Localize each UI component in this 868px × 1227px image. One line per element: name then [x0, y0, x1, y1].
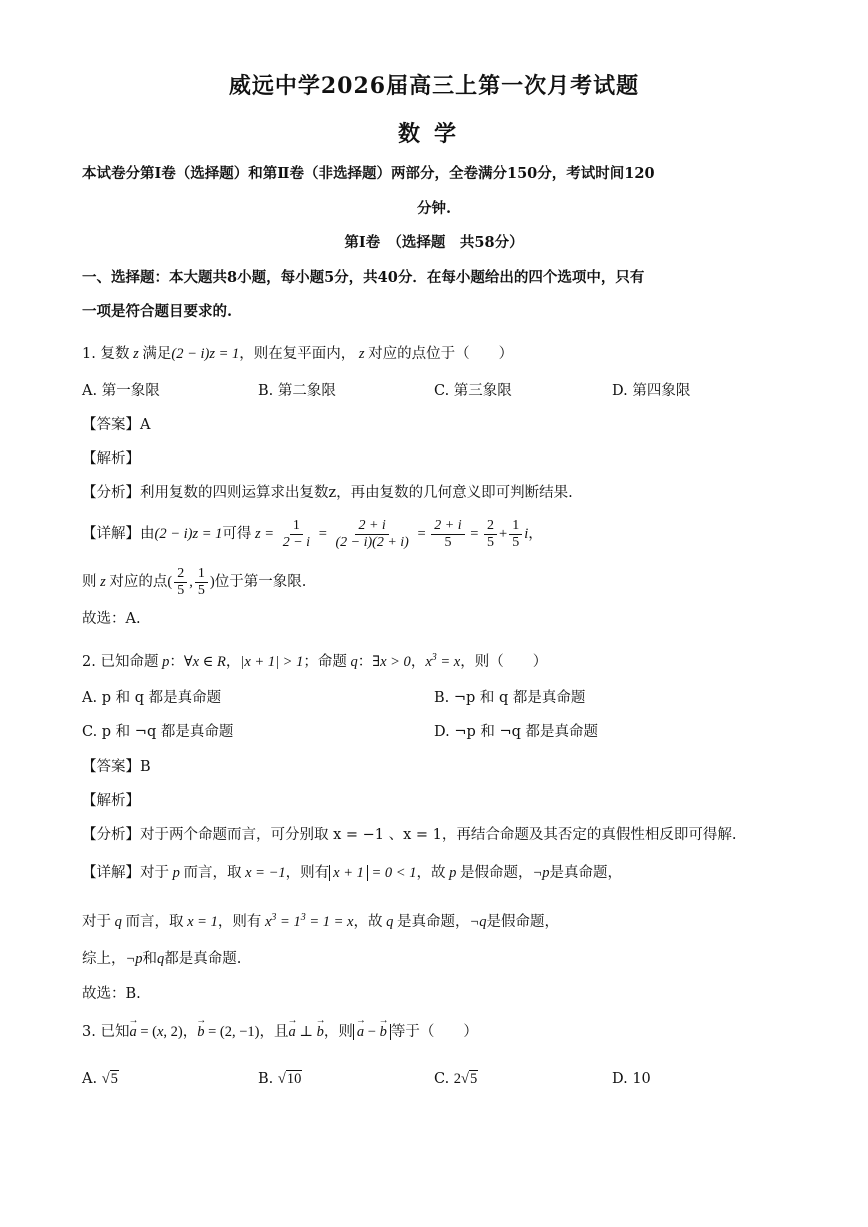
- section-instructions-line-1: 一、选择题：本大题共8小题，每小题5分，共40分．在每小题给出的四个选项中，只有: [82, 269, 645, 286]
- q2-option-d: D. ¬p 和 ¬q 都是真命题: [434, 724, 599, 740]
- q1-analysis-label: 【解析】: [82, 451, 140, 467]
- q1-answer: 【答案】A: [82, 417, 151, 433]
- q2-detail-p: 【详解】对于 p 而言，取 x = −1，则有 x + 1 = 0 < 1，故 p 是假命题，¬p是真命题，: [82, 865, 622, 881]
- q2-summary: 综上，¬p和q都是真命题.: [82, 951, 242, 967]
- exam-title: 威远中学2026届高三上第一次月考试题: [228, 73, 640, 99]
- q3-option-a: A. √5: [82, 1071, 118, 1087]
- q2-option-b: B. ¬p 和 q 都是真命题: [434, 690, 586, 706]
- section-instructions-line-2: 一项是符合题目要求的.: [82, 303, 233, 320]
- question-3-stem: 3. 已知→ a = (x, 2)，→ b = (2, −1)，且→ a ⊥ → b，则→ a − → b 等于（ ）: [82, 1022, 478, 1042]
- q2-analysis-label: 【解析】: [82, 793, 140, 809]
- q3-option-c: C. 2√5: [434, 1071, 478, 1087]
- q3-option-d: D. 10: [612, 1071, 651, 1087]
- intro-line-2: 分钟.: [416, 200, 452, 217]
- q1-option-c: C. 第三象限: [434, 383, 512, 399]
- q1-conclusion: 则 z 对应的点 ( $\frac{2}{5}$ , $\frac{1}{5}$ ) 位于第一象限.: [82, 565, 307, 598]
- subject-title: 数学: [397, 121, 470, 147]
- q2-fenxi: 【分析】对于两个命题而言，可分别取 x = −1 、x = 1，再结合命题及其否定的真假性相反即可得解.: [82, 827, 737, 843]
- q1-fenxi: 【分析】利用复数的四则运算求出复数z，再由复数的几何意义即可判断结果.: [82, 485, 573, 501]
- question-1-stem: 1. 复数 z 满足(2 − i)z = 1，则在复平面内， z 对应的点位于（ ）: [82, 346, 514, 362]
- part-title: 第Ⅰ卷 （选择题 共58分）: [344, 234, 524, 251]
- q2-answer: 【答案】B: [82, 759, 151, 775]
- q1-detail: 【详解】由 (2 − i)z = 1 可得 z = $\frac{1}{2 - i}$ = $\frac{2 + i}{(2 - i)(2 + i)}$ = $\frac{2 + i}{5}$ = $\frac{2}{5}$ + $\frac{1}{5}$ i ，: [82, 517, 543, 550]
- q2-option-a: A. p 和 q 都是真命题: [82, 690, 222, 706]
- q1-option-d: D. 第四象限: [612, 383, 691, 399]
- q2-option-c: C. p 和 ¬q 都是真命题: [82, 724, 234, 740]
- q1-option-b: B. 第二象限: [258, 383, 336, 399]
- q1-option-a: A. 第一象限: [82, 383, 160, 399]
- q2-detail-q: 对于 q 而言，取 x = 1，则有 $x^3 = 1^3 = 1 = x$，故 q 是真命题，¬q是假命题，: [82, 912, 560, 930]
- q2-choice: 故选：B.: [82, 986, 141, 1002]
- question-2-stem: 2. 已知命题 p：∀x ∈ R，|x + 1| > 1；命题 q：∃x > 0，$x^3 = x$，则（ ）: [82, 652, 548, 670]
- q3-option-b: B. √10: [258, 1071, 302, 1087]
- intro-line-1: 本试卷分第Ⅰ卷（选择题）和第Ⅱ卷（非选择题）两部分，全卷满分150分，考试时间120: [82, 165, 655, 182]
- q1-choice: 故选：A.: [82, 611, 141, 627]
